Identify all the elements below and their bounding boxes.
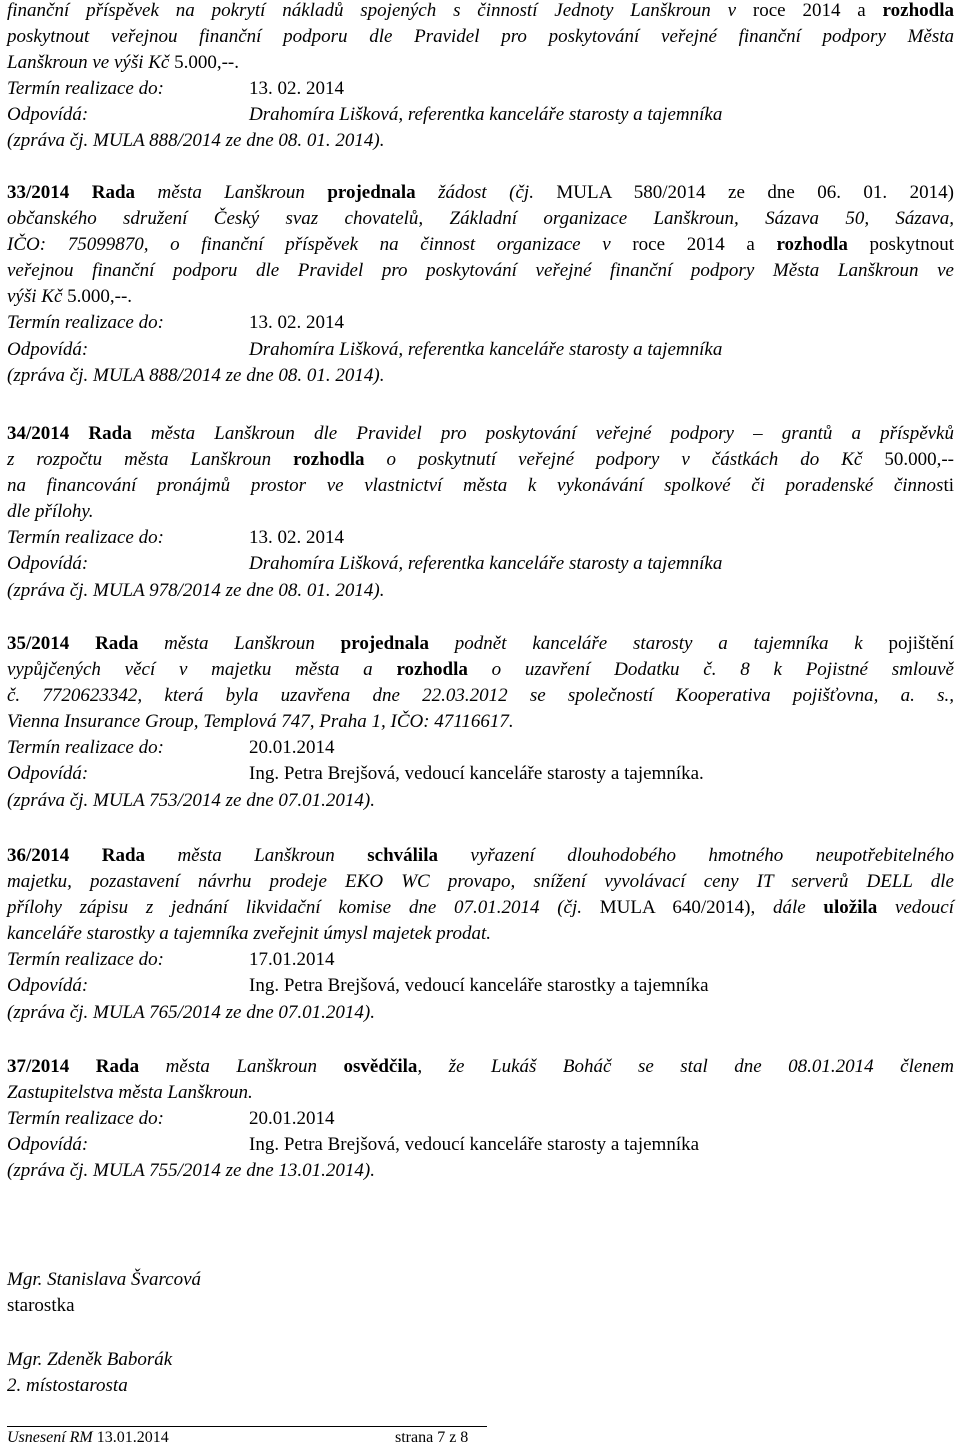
text-run: města Lanškroun (138, 633, 341, 654)
resolution-37 (7, 1054, 954, 1184)
text-run: vypůjčených věcí v majetku města a (7, 659, 397, 681)
responsible-value: Ing. Petra Brejšová, vedoucí kanceláře starosty a tajemníka. (249, 763, 704, 785)
responsible-label: Odpovídá: (7, 338, 89, 360)
report-reference: (zpráva čj. MULA 753/2014 ze dne 07.01.2014). (7, 789, 376, 811)
deadline-line (7, 735, 954, 761)
text-run: poskytnout veřejnou finanční podporu dle Pravidel pro poskytování veřejné finanční podpory Města (7, 26, 954, 48)
deadline-value: 13. 02. 2014 (249, 527, 344, 549)
text-run: Lanškroun ve výši Kč (7, 52, 170, 74)
text-run: kanceláře starostky a tajemníka zveřejnit úmysl majetek prodat. (7, 923, 492, 945)
responsible-value: Drahomíra Lišková, referentka kanceláře starosty a tajemníka (249, 553, 723, 575)
para-line (7, 895, 954, 921)
para-line (7, 0, 954, 24)
text-run: 50.000,-- (862, 449, 954, 471)
signature-block-mayor (7, 1267, 201, 1319)
text-run: přílohy zápisu z jednání likvidační komise dne 07.01.2014 (čj. (7, 897, 583, 919)
para-line (7, 1080, 954, 1106)
text-run: rozhodla (293, 449, 365, 471)
text-run: veřejnou finanční podporu dle Pravidel pro poskytování veřejné finanční podpory Města Lanškroun ve (7, 260, 954, 282)
signature-block-deputy (7, 1347, 172, 1399)
responsible-value: Drahomíra Lišková, referentka kanceláře starosty a tajemníka (249, 338, 723, 360)
text-run: rozhodla (396, 659, 468, 681)
responsible-label: Odpovídá: (7, 553, 89, 575)
text-run: 37/2014 Rada (7, 1056, 140, 1077)
deadline-value: 20.01.2014 (249, 737, 335, 759)
responsible-line (7, 973, 954, 999)
resolution-35 (7, 631, 954, 814)
deadline-label: Termín realizace do: (7, 527, 164, 549)
text-run: roce 2014 a (610, 234, 777, 256)
deadline-value: 13. 02. 2014 (249, 312, 344, 334)
report-reference: (zpráva čj. MULA 888/2014 ze dne 08. 01. 2014). (7, 364, 385, 386)
deadline-label: Termín realizace do: (7, 737, 164, 759)
para-line (7, 50, 954, 76)
deadline-line (7, 310, 954, 336)
text-run: projednala (340, 633, 430, 654)
para-line (7, 284, 954, 310)
para-line (7, 447, 954, 473)
report-reference: (zpráva čj. MULA 765/2014 ze dne 07.01.2014). (7, 1001, 376, 1023)
text-run: 33/2014 Rada (7, 182, 136, 203)
para-line (7, 683, 954, 709)
para-line (7, 258, 954, 284)
responsible-label: Odpovídá: (7, 763, 89, 785)
text-run: majetku, pozastavení návrhu prodeje EKO WC provapo, snížení vyvolávací ceny IT serverů DELL dle (7, 871, 954, 893)
text-run: rozhodla (882, 0, 954, 21)
responsible-line (7, 337, 954, 363)
deadline-label: Termín realizace do: (7, 78, 164, 100)
para-line (7, 180, 954, 206)
para-line (7, 631, 954, 657)
resolution-34 (7, 421, 954, 604)
text-run: města Lanškroun (145, 845, 368, 866)
deadline-label: Termín realizace do: (7, 1108, 164, 1130)
report-reference: (zpráva čj. MULA 755/2014 ze dne 13.01.2014). (7, 1160, 376, 1182)
deadline-label: Termín realizace do: (7, 949, 164, 971)
text-run: MULA 580/2014 ze dne 06. 01. 2014) (533, 182, 954, 203)
text-run: 36/2014 Rada (7, 845, 146, 866)
responsible-value: Drahomíra Lišková, referentka kanceláře starosty a tajemníka (249, 104, 723, 126)
report-reference: (zpráva čj. MULA 978/2014 ze dne 08. 01. 2014). (7, 579, 385, 601)
text-run: 5.000,--. (62, 286, 133, 308)
text-run: města Lanškroun (139, 1056, 344, 1077)
text-run: schválila (367, 845, 438, 866)
deadline-value: 17.01.2014 (249, 949, 335, 971)
signatory-role: 2. místostarosta (7, 1375, 128, 1397)
responsible-value: Ing. Petra Brejšová, vedoucí kanceláře starosty a tajemníka (249, 1134, 700, 1156)
text-run: dle přílohy. (7, 501, 94, 523)
para-line (7, 709, 954, 735)
deadline-label: Termín realizace do: (7, 312, 164, 334)
text-run: MULA 640/2014), (582, 897, 773, 919)
text-run: 34/2014 Rada (7, 423, 132, 444)
text-run: IČO: 75099870, o finanční příspěvek na činnost organizace v (7, 234, 611, 256)
signatory-name: Mgr. Stanislava Švarcová (7, 1269, 202, 1290)
text-run: ti (943, 475, 954, 497)
footer-doc-title: Usnesení RM 13.01.2014 (7, 1429, 169, 1446)
para-line (7, 232, 954, 258)
resolution-continuation (7, 0, 954, 155)
para-line (7, 473, 954, 499)
text-run: pojištění (862, 633, 954, 654)
para-line (7, 843, 954, 869)
deadline-line (7, 76, 954, 102)
deadline-value: 13. 02. 2014 (249, 78, 344, 100)
resolution-33 (7, 180, 954, 389)
signatory-name: Mgr. Zdeněk Baborák (7, 1349, 173, 1370)
text-run: Zastupitelstva města Lanškroun. (7, 1082, 253, 1104)
responsible-label: Odpovídá: (7, 975, 89, 997)
text-run: podnět kanceláře starosty a tajemníka k (429, 633, 863, 654)
report-reference: (zpráva čj. MULA 888/2014 ze dne 08. 01. 2014). (7, 130, 385, 152)
responsible-line (7, 1132, 954, 1158)
text-run: vyřazení dlouhodobého hmotného neupotřebitelného (437, 845, 954, 866)
resolution-36 (7, 843, 954, 1026)
deadline-line (7, 1106, 954, 1132)
responsible-label: Odpovídá: (7, 1134, 89, 1156)
text-run: o poskytnutí veřejné podpory v částkách do Kč (364, 449, 863, 471)
text-run: žádost (čj. (415, 182, 534, 203)
text-run: poskytnout (847, 234, 954, 256)
responsible-value: Ing. Petra Brejšová, vedoucí kanceláře starostky a tajemníka (249, 975, 709, 997)
text-run: 5.000,--. (169, 52, 240, 74)
text-run: č. 7720623342, která byla uzavřena dne 22.03.2012 se společností Kooperativa pojišťovna, a. s., (7, 685, 954, 707)
deadline-line (7, 525, 954, 551)
page-footer (7, 1428, 954, 1448)
responsible-line (7, 102, 954, 128)
para-line (7, 1054, 954, 1080)
responsible-line (7, 761, 954, 787)
text-run: dále (772, 897, 824, 919)
responsible-line (7, 551, 954, 577)
para-line (7, 657, 954, 683)
para-line (7, 499, 954, 525)
responsible-label: Odpovídá: (7, 104, 89, 126)
para-line (7, 24, 954, 50)
text-run: finanční příspěvek na pokrytí nákladů spojených s činností Jednoty Lanškroun v (7, 0, 737, 21)
para-line (7, 421, 954, 447)
text-run: rozhodla (776, 234, 848, 256)
text-run: občanského sdružení Český svaz chovatelů, Základní organizace Lanškroun, Sázava 50, Sázava, (7, 208, 954, 230)
text-run: , že Lukáš Boháč se stal dne 08.01.2014 členem (417, 1056, 954, 1077)
text-run: z rozpočtu města Lanškroun (7, 449, 294, 471)
text-run: o uzavření Dodatku č. 8 k Pojistné smlouvě (467, 659, 954, 681)
text-run: 35/2014 Rada (7, 633, 139, 654)
text-run: vedoucí (877, 897, 955, 919)
text-run: projednala (327, 182, 416, 203)
text-run: na financování pronájmů prostor ve vlastnictví města k vykonávání spolkové či poradenské činnos (7, 475, 944, 497)
text-run: Vienna Insurance Group, Templová 747, Praha 1, IČO: 47116617. (7, 711, 514, 733)
deadline-value: 20.01.2014 (249, 1108, 335, 1130)
signatory-role: starostka (7, 1295, 75, 1317)
para-line (7, 869, 954, 895)
deadline-line (7, 947, 954, 973)
footer-page-number: strana 7 z 8 (395, 1429, 469, 1446)
footer-divider (7, 1426, 487, 1427)
para-line (7, 206, 954, 232)
text-run: osvědčila (343, 1056, 418, 1077)
para-line (7, 921, 954, 947)
text-run: roce 2014 a (736, 0, 883, 21)
text-run: uložila (823, 897, 878, 919)
text-run: výši Kč (7, 286, 63, 308)
text-run: města Lanškroun (135, 182, 328, 203)
text-run: města Lanškroun dle Pravidel pro poskytování veřejné podpory – grantů a příspěvků (131, 423, 954, 444)
